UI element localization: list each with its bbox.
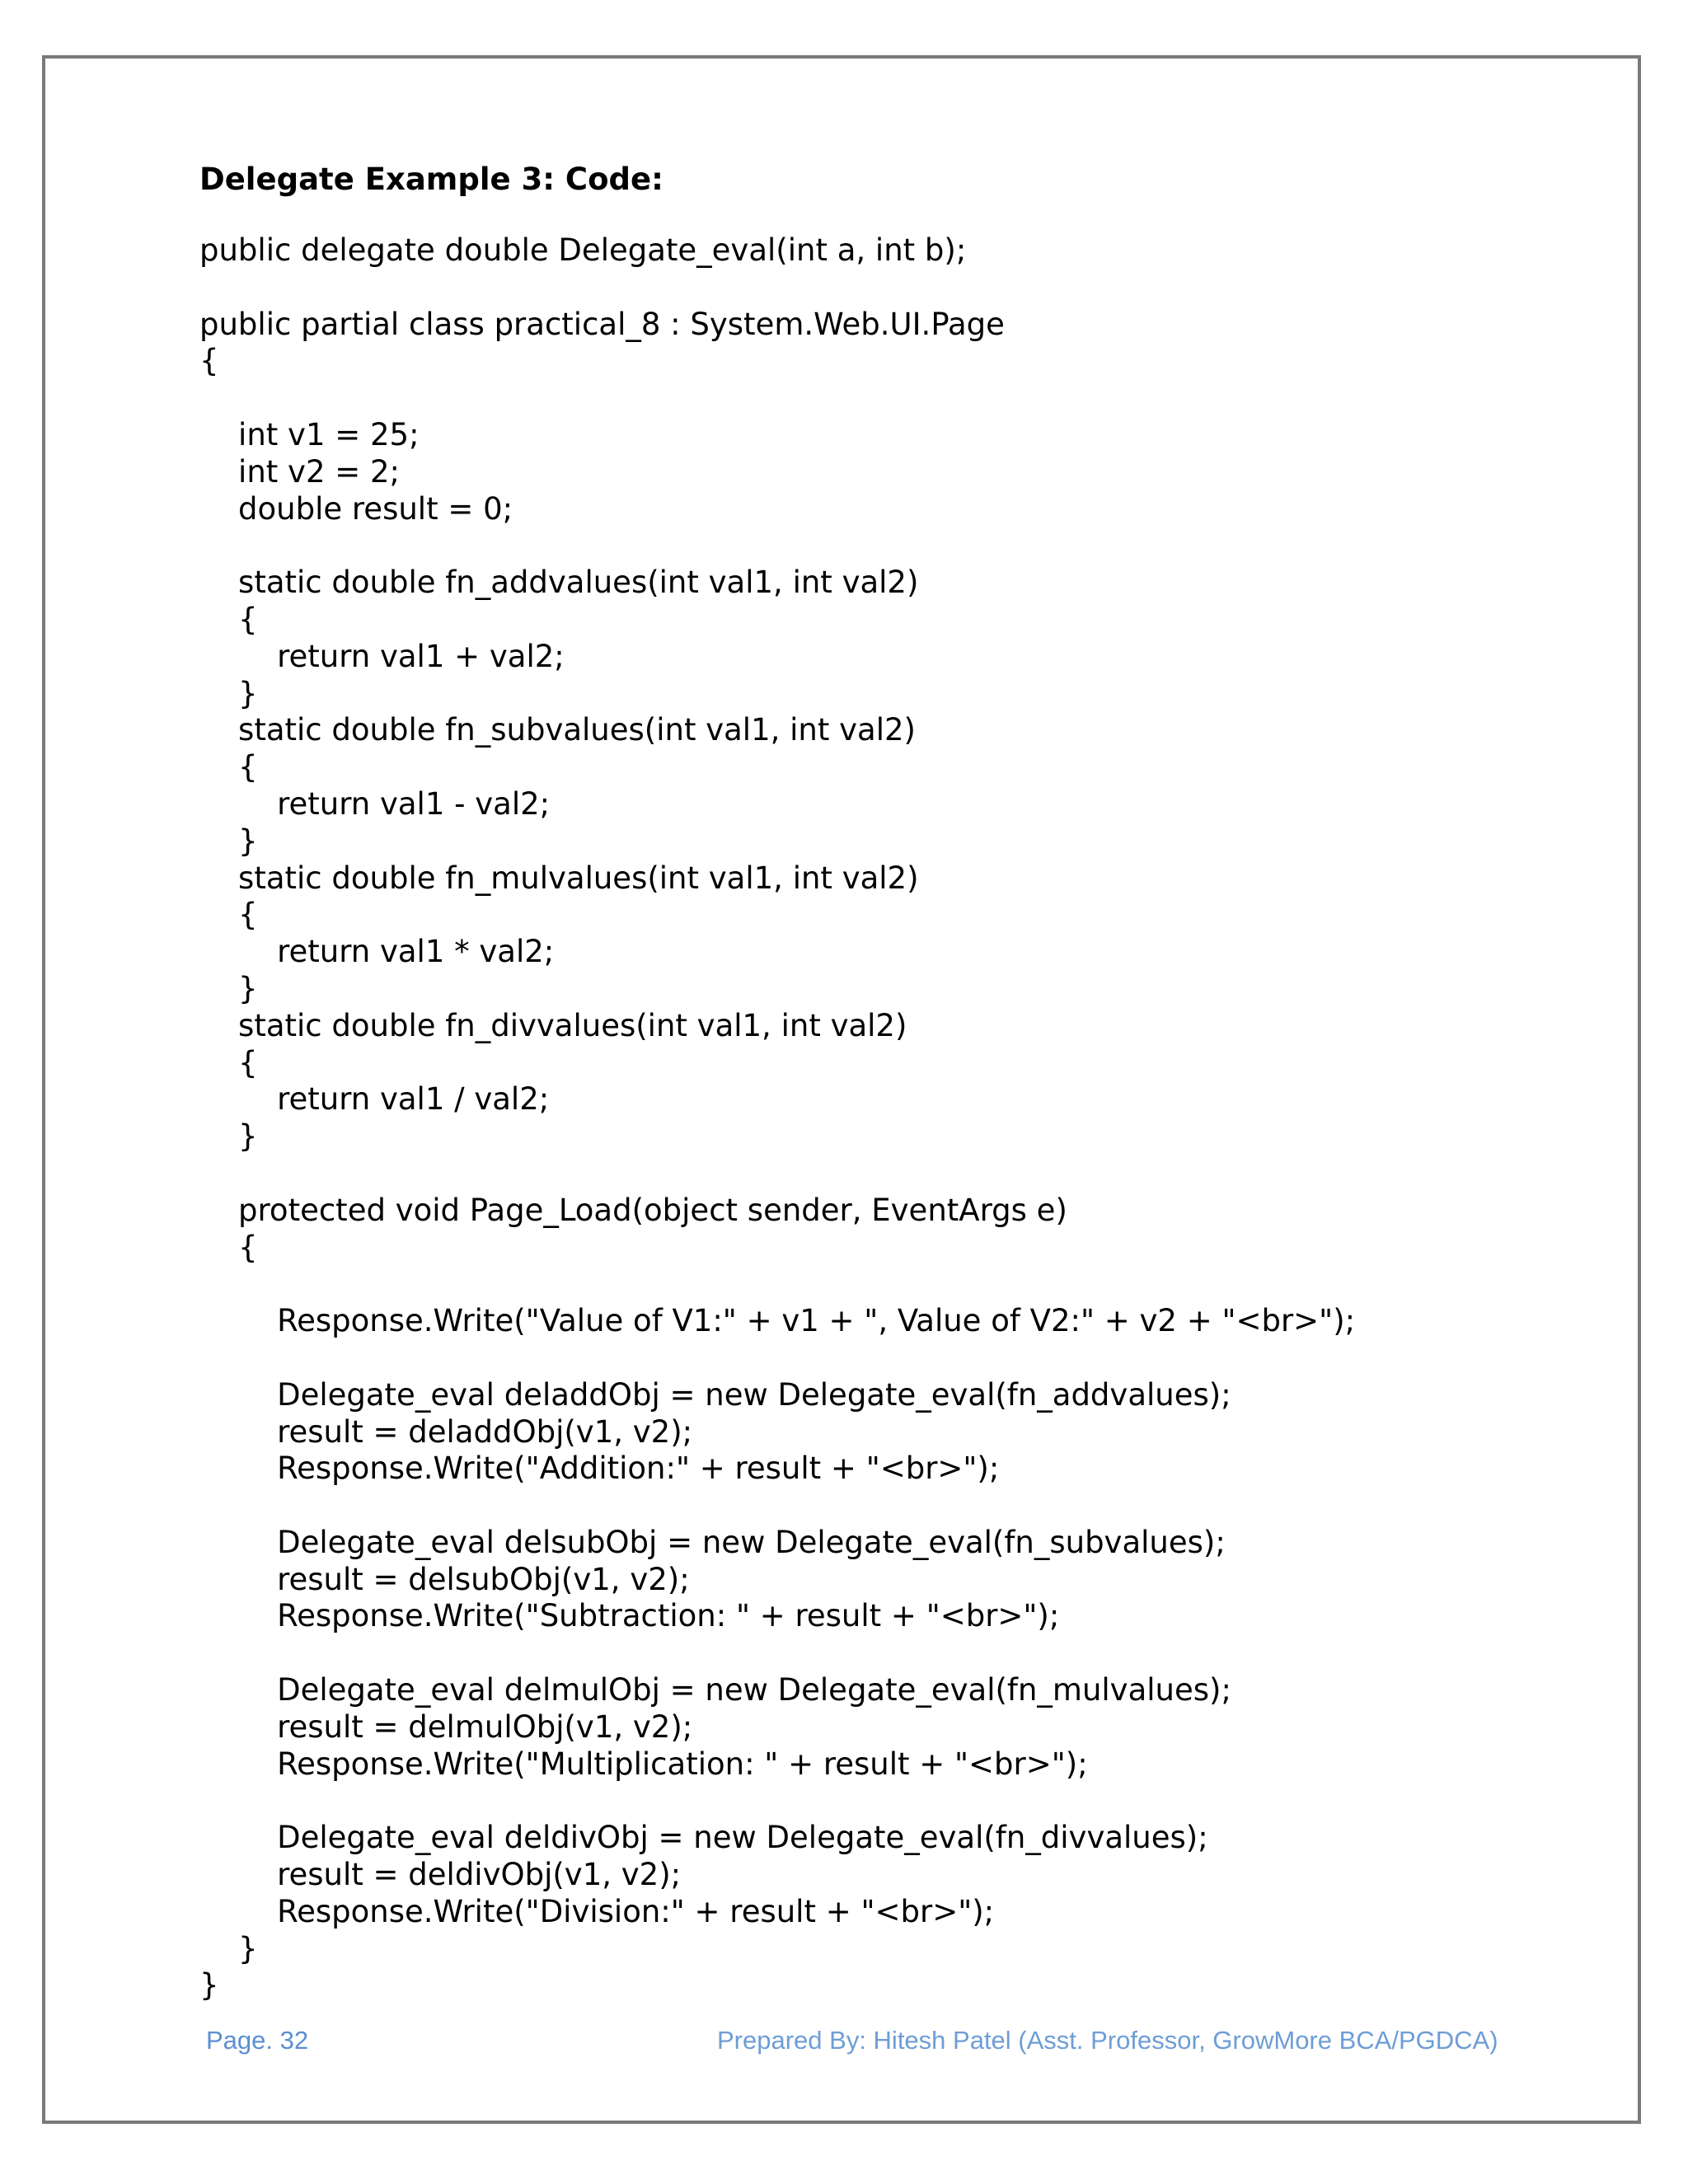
code-line: static double fn_subvalues(int val1, int val2): [199, 712, 916, 748]
code-line: static double fn_mulvalues(int val1, int val2): [199, 860, 919, 896]
code-line: return val1 + val2;: [199, 638, 565, 674]
code-line: int v2 = 2;: [199, 453, 401, 490]
code-line: }: [199, 1118, 258, 1155]
code-line: Response.Write("Division:" + result + "<br>");: [199, 1893, 995, 1929]
code-line: {: [199, 1229, 258, 1265]
code-line: [199, 527, 1355, 565]
code-line: int v1 = 25;: [199, 416, 420, 452]
code-line: Delegate_eval delmulObj = new Delegate_eval(fn_mulvalues);: [199, 1672, 1231, 1708]
code-line: public delegate double Delegate_eval(int a, int b);: [199, 232, 967, 268]
code-line: result = delmulObj(v1, v2);: [199, 1708, 693, 1745]
code-line: result = delsubObj(v1, v2);: [199, 1561, 690, 1597]
code-line: {: [199, 749, 258, 785]
code-line: }: [199, 823, 258, 859]
code-line: {: [199, 897, 258, 933]
code-line: [199, 1155, 1355, 1193]
code-line: [199, 1783, 1355, 1820]
code-line: Delegate_eval deldivObj = new Delegate_eval(fn_divvalues);: [199, 1820, 1208, 1856]
code-line: return val1 / val2;: [199, 1081, 550, 1118]
code-line: Response.Write("Value of V1:" + v1 + ", Value of V2:" + v2 + "<br>");: [199, 1303, 1356, 1339]
footer-page-number: Page. 32: [206, 2026, 309, 2055]
code-line: {: [199, 1044, 258, 1080]
code-line: {: [199, 601, 258, 637]
code-line: Delegate_eval delsubObj = new Delegate_eval(fn_subvalues);: [199, 1524, 1226, 1560]
code-line: Response.Write("Multiplication: " + result + "<br>");: [199, 1746, 1088, 1782]
code-line: [199, 1266, 1355, 1303]
code-line: }: [199, 970, 258, 1006]
code-line: [199, 1340, 1355, 1377]
code-line: return val1 * val2;: [199, 934, 555, 970]
code-block: [199, 232, 1355, 2004]
code-line: double result = 0;: [199, 490, 513, 527]
code-line: static double fn_addvalues(int val1, int val2): [199, 565, 919, 601]
code-line: Response.Write("Addition:" + result + "<br>");: [199, 1451, 1000, 1487]
code-line: result = deldivObj(v1, v2);: [199, 1857, 682, 1893]
code-line: result = deladdObj(v1, v2);: [199, 1413, 693, 1450]
footer-credit: Prepared By: Hitesh Patel (Asst. Professor, GrowMore BCA/PGDCA): [717, 2026, 1498, 2055]
code-line: }: [199, 1967, 219, 2004]
code-line: }: [199, 675, 258, 711]
code-line: [199, 1488, 1355, 1525]
code-line: public partial class practical_8 : System.Web.UI.Page: [199, 306, 1005, 342]
code-line: Response.Write("Subtraction: " + result + "<br>");: [199, 1598, 1060, 1634]
code-line: static double fn_divvalues(int val1, int val2): [199, 1007, 907, 1043]
code-line: [199, 380, 1355, 417]
code-line: }: [199, 1930, 258, 1966]
code-line: Delegate_eval deladdObj = new Delegate_eval(fn_addvalues);: [199, 1376, 1231, 1413]
code-line: [199, 1635, 1355, 1672]
section-heading: Delegate Example 3: Code:: [199, 162, 663, 197]
code-line: return val1 - val2;: [199, 785, 551, 822]
code-line: [199, 269, 1355, 307]
code-line: protected void Page_Load(object sender, EventArgs e): [199, 1192, 1067, 1228]
code-line: {: [199, 343, 219, 379]
